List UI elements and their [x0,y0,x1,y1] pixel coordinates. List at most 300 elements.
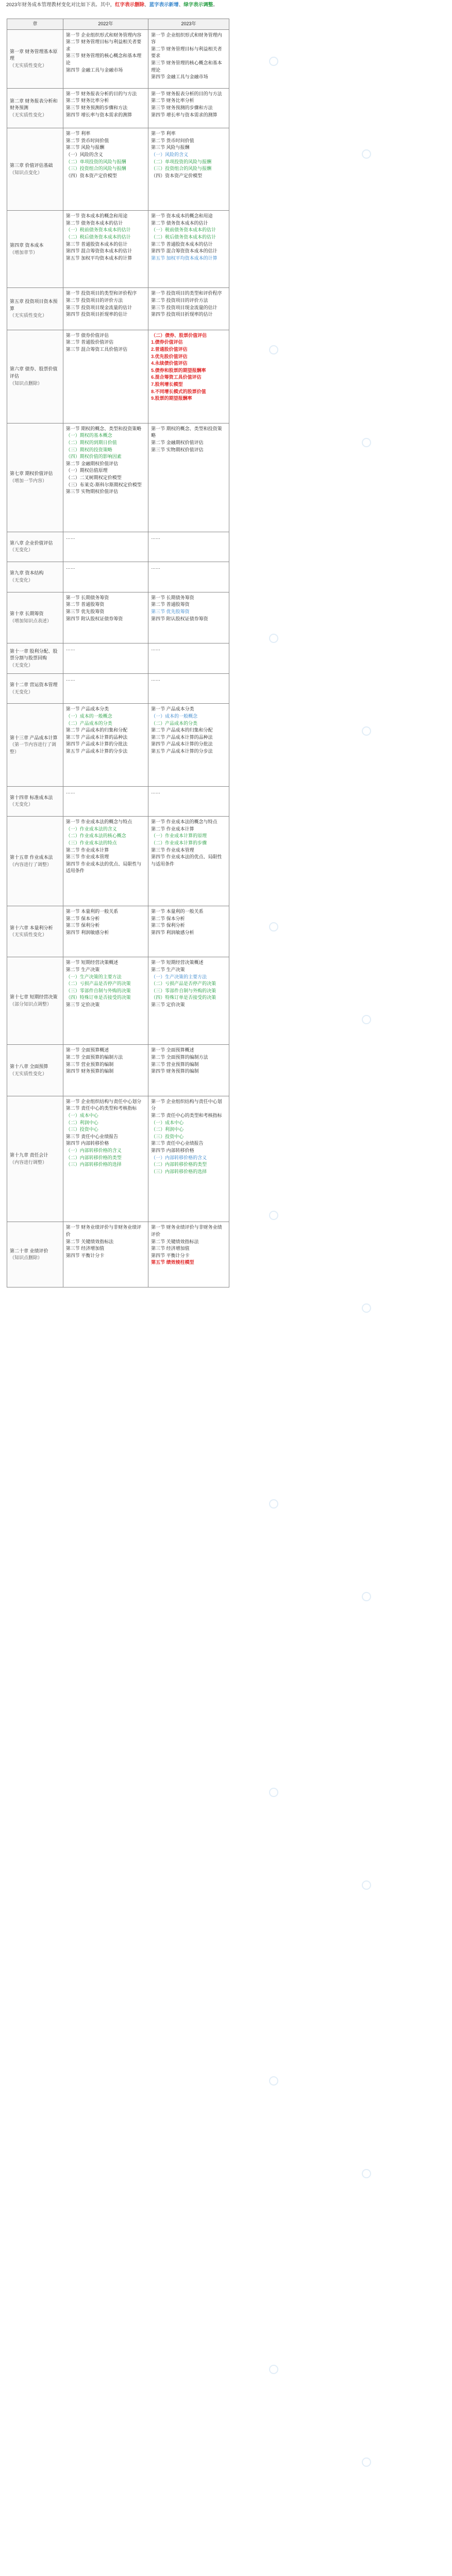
outline-item: （二）作业成本计算的步骤 [151,840,207,845]
outline-item: 第二节 金融期权价值评估 [65,461,119,466]
outline-item: （一）税前债务资本成本的估计 [65,227,131,233]
outline-item: 第四节 附认股权证债券筹资 [151,616,208,621]
chapter-title: 第十二章 营运资本管理 [10,682,58,688]
outline-item: …… [151,676,161,682]
chapter-title: 第十六章 本量利分析 [10,925,53,930]
outline-item: （一）成本中心 [65,1113,98,1118]
table-row [7,957,229,1045]
chapter-cell [7,128,63,211]
outline-item: （一）内部转移价格的含义 [151,1155,207,1160]
chapter-note: （知识点删除） [10,380,43,386]
outline-item: 第二节 责任中心的类型和考核指标 [151,1113,222,1118]
chapter-cell [7,562,63,592]
chapter-cell [7,592,63,643]
outline-item: 第一节 财务业绩评价与非财务业绩评价 [151,1225,222,1237]
table-header-row [7,19,229,30]
cell-2022 [63,1045,148,1096]
cell-2022 [63,906,148,957]
watermark-logo [250,57,297,70]
chapter-title: 第二章 财务报表分析和财务预测 [10,98,58,111]
outline-item: 第一节 产品成本分类 [151,706,194,712]
outline-item: 第三节 普通股资本成本的估计 [151,241,213,247]
outline-item: （三）布莱克-斯科尔斯期权定价模型 [65,482,142,487]
intro-sep: 、 [144,2,149,8]
outline-item: （二）税后债务资本成本的估计 [65,234,131,240]
chapter-cell [7,786,63,817]
outline-item: 1.债券价值评估 [151,340,183,345]
cell-2023 [148,128,229,211]
outline-item: 第五节 加权平均资本成本的计算 [65,255,132,261]
chapter-cell [7,330,63,423]
outline-item: 第一节 短期经营决策概述 [151,960,204,965]
cell-2023 [148,957,229,1045]
outline-item: （三）零部件自制与外购的决策 [65,988,131,993]
chapter-note: （增加知识点表述） [10,618,52,624]
chapter-cell [7,1222,63,1287]
outline-item: 第四节 金融工具与金融市场 [65,67,123,73]
cell-2022 [63,817,148,906]
outline-item: 2.普通股价值评估 [151,347,188,352]
watermark-logo [250,634,297,647]
table-row [7,1045,229,1096]
chapter-note: （增加章节） [10,249,38,255]
chapter-note: （知识点删除） [10,1255,43,1261]
cell-2023 [148,423,229,532]
cell-2022 [63,704,148,786]
outline-item: 第二节 债务资本成本的估计 [151,220,208,226]
outline-item: …… [65,789,75,794]
watermark-logo [436,1303,452,1317]
outline-item: 第四节 附认股权证债券筹资 [65,616,123,621]
cell-2022 [63,673,148,704]
header-2023: 2023年 [148,19,229,30]
outline-item: 第一节 本量利的一般关系 [65,908,119,914]
logo-icon [269,1788,278,1797]
table-row [7,817,229,906]
outline-item: 7.股利增长模型 [151,381,183,387]
outline-item: 第一节 财务报表分析的目的与方法 [151,91,222,96]
chapter-cell [7,423,63,532]
watermark-logo [436,1592,452,1605]
outline-item: 第一节 期权的概念、类型和投资策略 [65,426,142,431]
outline-item: 第三节 财务管理的核心概念和基本理论 [65,53,142,65]
outline-item: 第三节 作业成本管理 [65,854,109,860]
watermark-logo [343,1303,390,1317]
chapter-title: 第三章 价值评估基础 [10,163,53,168]
outline-item: （二）二叉树期权定价模型 [65,474,122,480]
outline-item: 第一节 财务业绩评价与非财务业绩评价 [65,1225,142,1237]
outline-item: 第三节 财务预测的步骤和方法 [65,105,128,110]
chapter-note: （部分知识点调整） [10,1001,52,1007]
outline-item: （四）资本资产定价模型 [65,173,117,178]
outline-item: 第五节 加权平均资本成本的计算 [151,255,217,261]
header-chapter: 章 [7,19,63,30]
outline-item: （一）风险的含义 [151,151,189,157]
outline-item: 第二节 产品成本的归集和分配 [151,727,213,733]
header-2022: 2022年 [63,19,148,30]
outline-item: 第二节 普通股筹资 [65,602,105,607]
outline-item: 第一节 债券价值评估 [65,332,109,338]
chapter-cell [7,1096,63,1222]
chapter-title: 第十章 长期筹资 [10,611,44,617]
outline-item: （一）成本的一般概念 [151,714,198,719]
outline-item: 第四节 财务预算的编制 [65,1069,114,1074]
watermark-logo [343,2458,390,2471]
chapter-note: （无变化） [10,662,34,668]
chapter-note: （增加一节内容） [10,478,47,483]
table-body [7,29,229,1287]
chapter-cell [7,643,63,674]
watermark-logo [250,2076,297,2090]
outline-item: 8.不同增长模式的股票价值 [151,388,206,394]
cell-2022 [63,423,148,532]
outline-item: 第二节 全面预算的编制方法 [65,1055,123,1060]
chapter-title: 第十三章 产品成本计算 [10,735,58,740]
outline-item: 第三节 营业预算的编制 [151,1061,199,1067]
outline-item: 第四节 投资项目折现率的估计 [151,312,213,317]
outline-item: 第一节 企业组织形式和财务管理内容 [151,32,222,45]
outline-item: 第三节 财务管理的核心概念和基本理论 [151,60,222,73]
logo-icon [269,1499,278,1509]
cell-2023 [148,288,229,330]
chapter-title: 第十七章 短期经营决策 [10,994,58,1000]
outline-item: 第三节 实物期权价值评估 [151,447,204,452]
table-row [7,592,229,643]
chapter-cell [7,1045,63,1096]
outline-item: 第四节 利润敏感分析 [151,929,194,935]
outline-item: 第二节 产品成本的归集和分配 [65,727,128,733]
legend-red: 红字表示删除 [115,2,145,8]
outline-item: 第二节 生产决策 [65,967,100,972]
cell-2022 [63,29,148,88]
chapter-cell [7,211,63,288]
outline-item: 第三节 保利分析 [151,923,185,928]
chapter-note: （第一节内容进行了调整） [10,742,57,754]
table-row [7,1222,229,1287]
outline-item: 4.永续债价值评估 [151,361,188,366]
watermark-area [235,0,452,2576]
cell-2023 [148,673,229,704]
watermark-logo [250,2365,297,2378]
chapter-title: 第一章 财务管理基本原理 [10,48,58,61]
outline-item: 第四节 增长率与资本需求的测算 [151,112,217,117]
outline-item: （一）成本中心 [151,1120,184,1125]
outline-item: 第五节 产品成本计算的分步法 [151,749,213,754]
cell-2022 [63,592,148,643]
chapter-note: （无实质性变化） [10,1071,47,1076]
outline-item: 第一节 资本成本的概念和用途 [151,213,213,219]
outline-item: 第一节 企业组织形式和财务管理内容 [65,32,142,38]
outline-item: …… [65,676,75,682]
cell-2022 [63,957,148,1045]
outline-item: （三）投资中心 [151,1133,184,1139]
outline-item: 第一节 作业成本法的概念与特点 [151,819,217,825]
table-row [7,1096,229,1222]
outline-item: （二）亏损产品是否停产的决策 [151,981,216,987]
outline-item: 第三节 普通股资本成本的估计 [65,241,128,247]
logo-icon [269,1211,278,1220]
chapter-cell [7,29,63,88]
chapter-note: （无实质性变化） [10,313,47,318]
watermark-logo [343,1015,390,1028]
watermark-logo [250,345,297,359]
table-row [7,643,229,674]
cell-2023 [148,906,229,957]
outline-item: 第一节 全面预算概述 [151,1047,194,1053]
cell-2022 [63,288,148,330]
cell-2023 [148,1222,229,1287]
chapter-cell [7,673,63,704]
outline-item: 第一节 短期经营决策概述 [65,960,119,965]
outline-item: 第二节 关键绩效指标法 [65,1239,114,1244]
chapter-note: （无变化） [10,689,34,694]
outline-item: …… [151,565,161,570]
logo-icon [269,2076,278,2086]
chapter-title: 第十四章 标准成本法 [10,794,53,800]
logo-icon [269,922,278,931]
logo-icon [269,57,278,66]
cell-2022 [63,1096,148,1222]
outline-item: …… [65,534,75,540]
outline-item: 第四节 利润敏感分析 [65,929,109,935]
chapter-cell [7,288,63,330]
outline-item: 第三节 责任中心业绩报告 [65,1133,119,1139]
outline-item: 第二节 投资项目的评价方法 [151,298,208,303]
outline-item: （四）资本资产定价模型 [151,173,203,178]
outline-item: 第一节 期权的概念、类型和投资策略 [151,426,222,438]
outline-item: 第三节 经济增加值 [151,1246,190,1251]
outline-item: （二）税后债务资本成本的估计 [151,234,216,240]
chapter-cell [7,88,63,128]
logo-icon [269,634,278,643]
outline-item: 9.股票的期望报酬率 [151,396,192,401]
chapter-title: 第十五章 作业成本法 [10,854,53,860]
outline-item: （三）零部件自制与外购的决策 [151,988,216,993]
cell-2023 [148,704,229,786]
outline-item: 第二节 作业成本计算 [151,826,194,832]
outline-item: 第二节 财务管理目标与利益相关者要求 [151,46,222,59]
outline-item: 第三节 风险与报酬 [151,145,190,150]
outline-item: 第二节 财务比率分析 [65,98,109,104]
outline-item: （一）内部转移价格的含义 [65,1148,122,1153]
chapter-title: 第七章 期权价值评估 [10,471,53,477]
watermark-logo [436,1015,452,1028]
outline-item: 第三节 产品成本计算的品种法 [151,734,213,740]
outline-item: 第二节 金融期权价值评估 [151,439,204,445]
outline-item: 第二节 货币时间价值 [65,138,109,143]
outline-item: 第一节 企业组织结构与责任中心划分 [151,1098,222,1111]
table-row [7,29,229,88]
chapter-note: （无变化） [10,802,34,807]
watermark-logo [343,149,390,163]
watermark-logo [436,2458,452,2471]
cell-2023 [148,1045,229,1096]
watermark-logo [250,1499,297,1513]
cell-2022 [63,532,148,562]
outline-item: 第二节 保本分析 [65,916,100,921]
table-row [7,673,229,704]
cell-2022 [63,643,148,674]
outline-item: 第三节 优先股筹资 [151,609,190,615]
outline-item: 6.混合筹资工具价值评估 [151,375,202,380]
outline-item: （一）生产决策的主要方法 [151,974,207,979]
outline-item: 第三节 定价决策 [151,1002,185,1007]
chapter-note: （知识点变化） [10,170,43,175]
outline-item: 第一节 利率 [65,131,91,137]
chapter-note: （内容进行调整） [10,1159,47,1165]
logo-icon [362,1592,371,1601]
outline-item: 第二节 作业成本计算 [65,847,109,853]
outline-item: 第四节 增长率与资本需求的测算 [65,112,132,117]
logo-icon [362,1880,371,1890]
outline-item: （四）特殊订单是否接受的决策 [151,995,216,1001]
outline-item: 第三节 定价决策 [65,1002,100,1007]
table-row [7,423,229,532]
table-row [7,128,229,211]
outline-item: 第一节 投资项目的类型和评价程序 [151,291,222,296]
outline-item: 5.债券和股票的期望报酬率 [151,367,206,373]
outline-item: 第三节 产品成本计算的品种法 [65,734,128,740]
outline-item: （一）成本的一般概念 [65,714,112,719]
cell-2023 [148,643,229,674]
cell-2022 [63,786,148,817]
outline-item: 第三节 投资项目现金流量的估计 [151,304,217,310]
chapter-title: 第八章 企业价值评估 [10,540,53,546]
table-row [7,562,229,592]
outline-item: …… [151,534,161,540]
outline-item: 3.优先股价值评估 [151,353,188,359]
outline-item: （三）期权的投资策略 [65,447,112,452]
watermark-logo [436,438,452,451]
outline-item: 第二节 投资项目的评价方法 [65,298,123,303]
outline-item: 第四节 作业成本法的优点、局限性与适用条件 [151,854,222,867]
outline-item: 第二节 财务比率分析 [151,98,194,104]
chapter-note: （无实质性变化） [10,112,47,117]
outline-item: 第一节 投资项目的类型和评价程序 [65,291,137,296]
outline-item: 第三节 财务预测的步骤和方法 [151,105,213,110]
watermark-logo [436,1880,452,1894]
watermark-logo [343,1592,390,1605]
outline-item: 第五节 绩效棱柱模型 [151,1260,194,1265]
chapter-note: （无变化） [10,547,34,553]
outline-item: 第一节 长期债务筹资 [65,595,109,600]
outline-item: （一）作业成本计算的原理 [151,833,207,839]
outline-item: 第二节 普通股筹资 [151,602,190,607]
outline-item: 第三节 责任中心业绩报告 [151,1141,204,1146]
cell-2022 [63,1222,148,1287]
table-row [7,211,229,288]
outline-item: 第四节 内部转移价格 [151,1148,194,1153]
cell-2022 [63,128,148,211]
cell-2023 [148,817,229,906]
outline-item: （二）利润中心 [65,1120,98,1125]
outline-item: （一）期权估值原理 [65,468,108,473]
outline-item: 第五节 产品成本计算的分步法 [65,749,128,754]
outline-item: （一）风险的含义 [65,151,103,157]
outline-item: 第二节 全面预算的编制方法 [151,1055,208,1060]
chapter-note: （无实质性变化） [10,932,47,938]
outline-item: 第一节 全面预算概述 [65,1047,109,1053]
outline-item: 第一节 财务报表分析的目的与方法 [65,91,137,96]
logo-icon [362,1303,371,1313]
outline-item: 第二节 财务管理目标与利益相关者要求 [65,39,142,52]
cell-2023 [148,29,229,88]
outline-item: 第三节 实物期权价值评估 [65,489,119,495]
outline-item: 第四节 内部转移价格 [65,1141,109,1146]
logo-icon [269,2365,278,2374]
chapter-title: 第九章 资本结构 [10,570,44,576]
comparison-table [7,19,229,1287]
watermark-logo [436,149,452,163]
outline-item: 第三节 投资项目现金流量的估计 [65,304,132,310]
chapter-cell [7,817,63,906]
outline-item: 第四节 平衡计分卡 [65,1252,105,1258]
outline-item: …… [151,789,161,794]
outline-item: …… [65,565,75,570]
chapter-title: 第十九章 责任会计 [10,1153,48,1158]
chapter-cell [7,704,63,786]
cell-2022 [63,562,148,592]
outline-item: 第二节 责任中心的类型和考核指标 [65,1106,137,1111]
chapter-note: （无实质性变化） [10,62,47,68]
logo-icon [269,345,278,354]
outline-item: 第四节 混合筹资资本成本的估计 [151,248,217,254]
watermark-logo [343,438,390,451]
outline-item: 第三节 经济增加值 [65,1246,105,1251]
cell-2023 [148,330,229,423]
logo-icon [362,149,371,159]
table-row [7,704,229,786]
chapter-note: （内容进行了调整） [10,861,52,867]
outline-item: （一）税前债务资本成本的估计 [151,227,216,233]
outline-item: （四）期权价值的影响因素 [65,454,122,460]
cell-2023 [148,562,229,592]
intro-sep: 、 [178,2,184,8]
chapter-title: 第四章 资本成本 [10,243,44,248]
watermark-logo [250,922,297,936]
table-row [7,288,229,330]
outline-item: （二）内部转移价格的类型 [151,1162,207,1167]
outline-item: 第一节 长期债务筹资 [151,595,194,600]
outline-item: （三）内部转移价格的选择 [151,1168,207,1174]
outline-item: （二）债券、股票价值评估 [151,332,207,338]
outline-item: （二）亏损产品是否停产的决策 [65,981,131,987]
cell-2022 [63,88,148,128]
outline-item: 第二节 债务资本成本的估计 [65,220,123,226]
outline-item: 第二节 关键绩效指标法 [151,1239,199,1244]
outline-item: 第四节 产品成本计算的分批法 [151,741,213,747]
watermark-logo [436,2169,452,2182]
logo-icon [362,2169,371,2178]
outline-item: （二）产品成本的分类 [151,720,198,726]
cell-2023 [148,88,229,128]
outline-item: 第三节 优先股筹资 [65,609,105,615]
intro-text: 2023年财务成本管理教材变化对比如下表。其中， [6,2,115,8]
outline-item: 第一节 本量利的一般关系 [151,908,204,914]
chapter-title: 第十一章 股利分配、股票分割与股票回购 [10,648,58,661]
outline-item: （二）单项投资的风险与报酬 [151,159,212,164]
outline-item: 第二节 货币时间价值 [151,138,194,143]
table-row [7,532,229,562]
outline-item: （二）内部转移价格的类型 [65,1155,122,1160]
outline-item: （二）产品成本的分类 [65,720,112,726]
table-row [7,786,229,817]
outline-item: （一）作业成本法的含义 [65,826,117,832]
outline-item: （三）作业成本法的特点 [65,840,117,845]
watermark-logo [343,2169,390,2182]
outline-item: 第四节 投资项目折现率的估计 [65,312,128,317]
intro-suffix: 。 [213,2,218,8]
